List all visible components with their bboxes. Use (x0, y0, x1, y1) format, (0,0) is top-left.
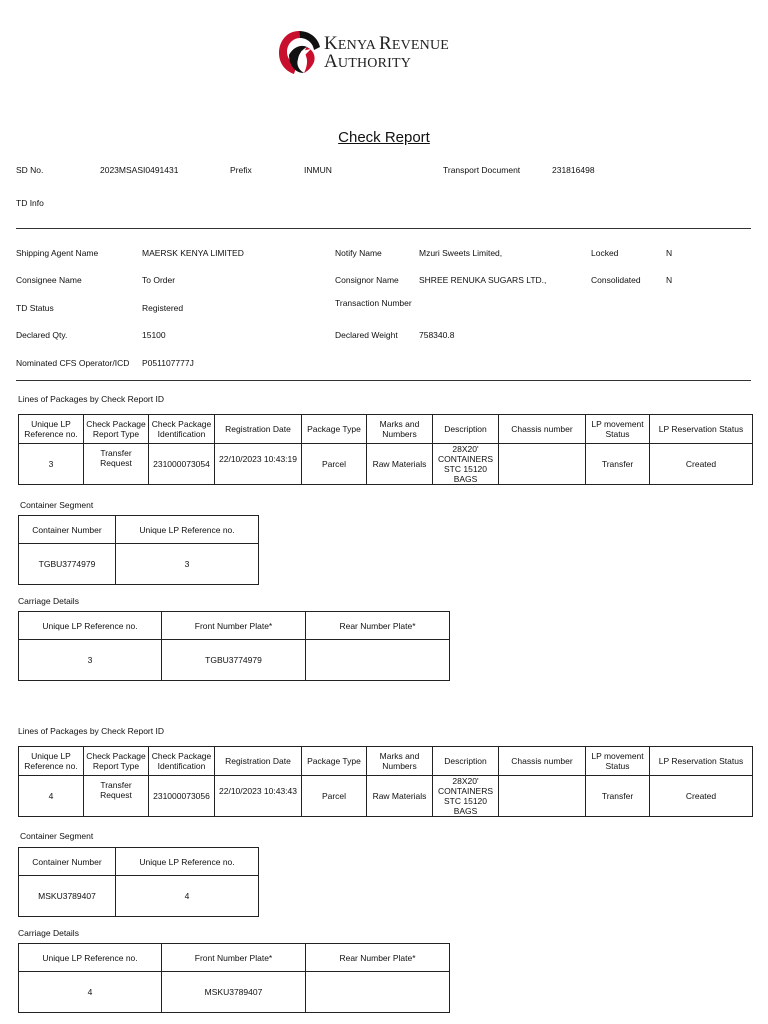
col-registration-date: Registration Date (215, 415, 302, 444)
table-row (19, 640, 450, 681)
col-chassis: Chassis number (499, 415, 586, 444)
page-title: Check Report (338, 129, 430, 146)
lion-head-logo-icon (277, 29, 321, 75)
lines-of-packages-title: Lines of Packages by Check Report ID (18, 394, 164, 404)
col-unique-lp: Unique LP Reference no. (19, 415, 84, 444)
packages-table (18, 414, 753, 485)
cell-package-type: Parcel (302, 444, 367, 485)
table-header-row (19, 516, 259, 544)
consolidated-label: Consolidated (591, 275, 641, 285)
cell-front-plate: TGBU3774979 (162, 640, 306, 681)
notify-name-label: Notify Name (335, 248, 382, 258)
cell-description: 28X20' CONTAINERS STC 15120 BAGS (433, 776, 499, 817)
table-row (19, 876, 259, 917)
cell-container-number: TGBU3774979 (19, 544, 116, 585)
cell-container-number: MSKU3789407 (19, 876, 116, 917)
shipping-agent-label: Shipping Agent Name (16, 248, 99, 258)
container-segment-title: Container Segment (20, 831, 94, 841)
cell-lp-movement: Transfer (586, 444, 650, 485)
col-rear-plate: Rear Number Plate* (306, 612, 450, 640)
container-table (18, 847, 259, 917)
col-unique-lp: Unique LP Reference no. (19, 612, 162, 640)
lines-of-packages-title: Lines of Packages by Check Report ID (18, 726, 164, 736)
table-row (19, 776, 753, 817)
table-header-row (19, 747, 753, 776)
carriage-details-title: Carriage Details (18, 596, 79, 606)
cell-unique-lp: 3 (19, 640, 162, 681)
table-row (19, 972, 450, 1013)
carriage-table (18, 611, 450, 681)
table-header-row (19, 415, 753, 444)
transport-document-value: 231816498 (552, 165, 595, 175)
consolidated-value: N (666, 275, 673, 285)
cell-unique-lp: 4 (19, 972, 162, 1013)
col-unique-lp: Unique LP Reference no. (116, 516, 259, 544)
carriage-table (18, 943, 450, 1013)
locked-label: Locked (591, 248, 619, 258)
org-name-line1: KENYA REVENUE (324, 33, 450, 54)
col-unique-lp: Unique LP Reference no. (116, 848, 259, 876)
col-identification: Check Package Identification (149, 415, 215, 444)
cell-identification: 231000073054 (149, 444, 215, 485)
prefix-value: INMUN (304, 165, 332, 175)
cell-unique-lp: 4 (19, 776, 84, 817)
col-unique-lp: Unique LP Reference no. (19, 747, 84, 776)
transaction-number-label: Transaction Number (335, 298, 412, 308)
packages-table (18, 746, 753, 817)
cfs-operator-value: P051107777J (142, 358, 194, 368)
cell-unique-lp: 4 (116, 876, 259, 917)
consignee-value: To Order (142, 275, 176, 285)
col-package-type: Package Type (302, 415, 367, 444)
cfs-operator-label: Nominated CFS Operator/ICD (16, 358, 130, 368)
locked-value: N (666, 248, 673, 258)
col-identification: Check Package Identification (149, 747, 215, 776)
col-container-number: Container Number (19, 848, 116, 876)
col-package-type: Package Type (302, 747, 367, 776)
col-report-type: Check Package Report Type (84, 747, 149, 776)
table-header-row (19, 612, 450, 640)
cell-unique-lp: 3 (19, 444, 84, 485)
consignor-label: Consignor Name (335, 275, 399, 285)
table-row (19, 444, 753, 485)
cell-unique-lp: 3 (116, 544, 259, 585)
cell-description: 28X20' CONTAINERS STC 15120 BAGS (433, 444, 499, 485)
shipping-agent-value: MAERSK KENYA LIMITED (142, 248, 244, 258)
prefix-label: Prefix (230, 165, 252, 175)
transport-document-label: Transport Document (443, 165, 521, 175)
table-header-row (19, 848, 259, 876)
col-lp-reservation: LP Reservation Status (650, 747, 753, 776)
divider-top (16, 228, 751, 229)
col-front-plate: Front Number Plate* (162, 612, 306, 640)
col-front-plate: Front Number Plate* (162, 944, 306, 972)
cell-marks: Raw Materials (367, 776, 433, 817)
cell-chassis (499, 776, 586, 817)
cell-package-type: Parcel (302, 776, 367, 817)
sd-no-label: SD No. (16, 165, 44, 175)
cell-registration-date: 22/10/2023 10:43:19 (215, 444, 302, 485)
sd-no-value: 2023MSASI0491431 (100, 165, 179, 175)
cell-lp-reservation: Created (650, 444, 753, 485)
declared-qty-label: Declared Qty. (16, 330, 68, 340)
col-registration-date: Registration Date (215, 747, 302, 776)
col-lp-movement: LP movement Status (586, 747, 650, 776)
carriage-details-title: Carriage Details (18, 928, 79, 938)
col-report-type: Check Package Report Type (84, 415, 149, 444)
cell-report-type: Transfer Request (84, 776, 149, 817)
col-lp-movement: LP movement Status (586, 415, 650, 444)
col-rear-plate: Rear Number Plate* (306, 944, 450, 972)
container-table (18, 515, 259, 585)
declared-weight-value: 758340.8 (419, 330, 455, 340)
col-lp-reservation: LP Reservation Status (650, 415, 753, 444)
declared-qty-value: 15100 (142, 330, 166, 340)
cell-chassis (499, 444, 586, 485)
cell-front-plate: MSKU3789407 (162, 972, 306, 1013)
col-container-number: Container Number (19, 516, 116, 544)
col-description: Description (433, 747, 499, 776)
declared-weight-label: Declared Weight (335, 330, 398, 340)
cell-rear-plate (306, 640, 450, 681)
consignee-label: Consignee Name (16, 275, 82, 285)
td-info-label: TD Info (16, 198, 44, 208)
container-segment-title: Container Segment (20, 500, 94, 510)
org-name-line2: AUTHORITY (324, 51, 412, 72)
col-description: Description (433, 415, 499, 444)
table-header-row (19, 944, 450, 972)
col-unique-lp: Unique LP Reference no. (19, 944, 162, 972)
table-row (19, 544, 259, 585)
cell-registration-date: 22/10/2023 10:43:43 (215, 776, 302, 817)
col-marks: Marks and Numbers (367, 747, 433, 776)
td-status-label: TD Status (16, 303, 54, 313)
cell-report-type: Transfer Request (84, 444, 149, 485)
col-marks: Marks and Numbers (367, 415, 433, 444)
col-chassis: Chassis number (499, 747, 586, 776)
cell-lp-reservation: Created (650, 776, 753, 817)
cell-marks: Raw Materials (367, 444, 433, 485)
td-status-value: Registered (142, 303, 184, 313)
cell-rear-plate (306, 972, 450, 1013)
consignor-value: SHREE RENUKA SUGARS LTD., (419, 275, 547, 285)
divider-bottom (16, 380, 751, 381)
cell-lp-movement: Transfer (586, 776, 650, 817)
cell-identification: 231000073056 (149, 776, 215, 817)
notify-name-value: Mzuri Sweets Limited, (419, 248, 503, 258)
